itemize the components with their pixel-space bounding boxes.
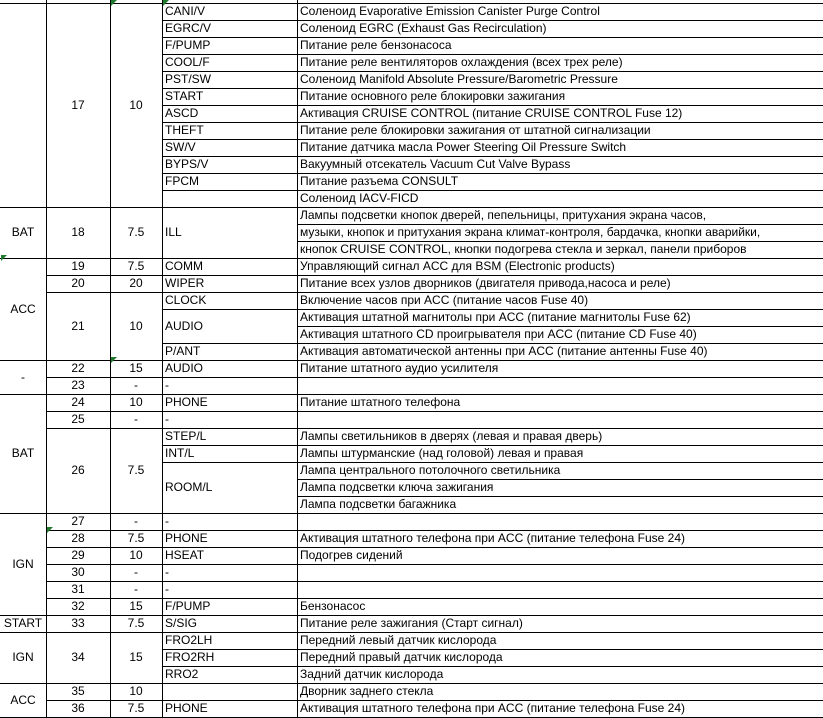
description-cell: Активация штатного CD проигрывателя при ACC (питание CD Fuse 40) bbox=[300, 327, 697, 341]
circuit-code-cell bbox=[162, 683, 297, 700]
row-divider bbox=[297, 241, 823, 242]
row-divider bbox=[297, 683, 823, 684]
circuit-code-cell: P/ANT bbox=[165, 344, 201, 358]
description-cell: Дворник заднего стекла bbox=[300, 684, 434, 698]
description-cell: Соленоид EGRC (Exhaust Gas Recirculation) bbox=[300, 21, 547, 35]
description-cell: Питание реле бензонасоса bbox=[300, 38, 452, 52]
row-divider bbox=[297, 394, 823, 395]
row-divider bbox=[162, 275, 297, 276]
amperage-cell: 10 bbox=[129, 548, 143, 562]
circuit-code-cell: INT/L bbox=[165, 446, 195, 460]
row-divider bbox=[297, 462, 823, 463]
amperage-cell: 15 bbox=[129, 361, 143, 375]
row-divider bbox=[297, 666, 823, 667]
row-divider bbox=[46, 207, 162, 208]
description-cell bbox=[297, 513, 823, 530]
fuse-number-cell: 33 bbox=[71, 616, 85, 630]
circuit-code-cell: FRO2RH bbox=[165, 650, 215, 664]
circuit-code-cell: - bbox=[165, 514, 169, 528]
row-divider bbox=[162, 581, 297, 582]
column-divider bbox=[162, 0, 163, 717]
row-divider bbox=[297, 479, 823, 480]
fuse-number-cell: 34 bbox=[71, 650, 85, 664]
fuse-number-cell: 30 bbox=[71, 565, 85, 579]
description-cell: Вакуумный отсекатель Vacuum Cut Valve Bypass bbox=[300, 157, 571, 171]
fuse-number-cell: 20 bbox=[71, 276, 85, 290]
row-divider bbox=[46, 360, 162, 361]
row-divider bbox=[46, 394, 162, 395]
row-divider bbox=[297, 496, 823, 497]
description-cell: Бензонасос bbox=[300, 599, 366, 613]
row-divider bbox=[297, 564, 823, 565]
row-divider bbox=[297, 207, 823, 208]
description-cell: Питание разъема CONSULT bbox=[300, 174, 459, 188]
row-divider bbox=[162, 105, 297, 106]
row-divider bbox=[297, 122, 823, 123]
circuit-code-cell: FPCM bbox=[165, 174, 199, 188]
row-divider bbox=[162, 190, 297, 191]
amperage-cell: 7.5 bbox=[127, 701, 145, 715]
row-divider bbox=[46, 530, 162, 531]
circuit-code-cell: PHONE bbox=[165, 531, 208, 545]
row-divider bbox=[297, 88, 823, 89]
circuit-code-cell: SW/V bbox=[165, 140, 196, 154]
row-divider bbox=[162, 462, 297, 463]
amperage-cell: - bbox=[134, 514, 138, 528]
circuit-code-cell: EGRC/V bbox=[165, 21, 212, 35]
row-divider bbox=[0, 632, 46, 633]
row-divider bbox=[46, 564, 162, 565]
row-divider bbox=[297, 360, 823, 361]
description-cell: Лампа подсветки багажника bbox=[300, 497, 457, 511]
description-cell: Питание реле блокировки зажигания от штатной сигнализации bbox=[300, 123, 651, 137]
row-divider bbox=[162, 700, 297, 701]
circuit-code-cell: BYPS/V bbox=[165, 157, 209, 171]
description-cell: кнопок CRUISE CONTROL, кнопки подогрева стекла и зеркал, панели приборов bbox=[300, 242, 747, 256]
row-divider bbox=[162, 632, 297, 633]
fuse-number-cell: 28 bbox=[71, 531, 85, 545]
row-divider bbox=[46, 683, 162, 684]
row-divider bbox=[297, 445, 823, 446]
circuit-code-cell: FRO2LH bbox=[165, 633, 213, 647]
fuse-number-cell: 32 bbox=[71, 599, 85, 613]
row-divider bbox=[0, 513, 46, 514]
description-cell: Активация штатного телефона при ACC (питание телефона Fuse 24) bbox=[300, 701, 686, 715]
fuse-number-cell: 25 bbox=[71, 412, 85, 426]
row-divider bbox=[297, 190, 823, 191]
row-divider bbox=[46, 513, 162, 514]
row-divider bbox=[46, 547, 162, 548]
description-cell: Активация штатного телефона при ACC (питание телефона Fuse 24) bbox=[300, 531, 686, 545]
row-divider bbox=[162, 683, 297, 684]
power-source-cell: IGN bbox=[12, 556, 34, 571]
row-divider bbox=[46, 598, 162, 599]
circuit-code-cell: COOL/F bbox=[165, 55, 210, 69]
description-cell: Лампы светильников в дверях (левая и правая дверь) bbox=[300, 429, 603, 443]
circuit-code-cell: PHONE bbox=[165, 395, 208, 409]
power-source-cell: IGN bbox=[12, 650, 34, 664]
amperage-cell: 15 bbox=[129, 599, 143, 613]
row-divider bbox=[297, 530, 823, 531]
row-divider bbox=[46, 275, 162, 276]
description-cell: Активация штатной магнитолы при ACC (питание магнитолы Fuse 62) bbox=[300, 310, 691, 324]
description-cell bbox=[297, 581, 823, 598]
row-divider bbox=[162, 649, 297, 650]
fuse-number-cell: 17 bbox=[71, 97, 85, 112]
amperage-cell: 7.5 bbox=[127, 616, 145, 630]
circuit-code-cell: F/PUMP bbox=[165, 599, 211, 613]
row-divider bbox=[297, 37, 823, 38]
row-divider bbox=[0, 683, 46, 684]
circuit-code-cell: HSEAT bbox=[165, 548, 205, 562]
amperage-cell: 10 bbox=[129, 684, 143, 698]
row-divider bbox=[162, 3, 297, 4]
row-divider bbox=[297, 581, 823, 582]
row-divider bbox=[297, 71, 823, 72]
amperage-cell: 7.5 bbox=[127, 259, 145, 273]
circuit-code-cell: CLOCK bbox=[165, 293, 207, 307]
row-divider bbox=[297, 156, 823, 157]
circuit-code-cell: AUDIO bbox=[165, 318, 204, 333]
row-divider bbox=[297, 292, 823, 293]
circuit-code-cell: F/PUMP bbox=[165, 38, 211, 52]
fuse-number-cell: 18 bbox=[71, 225, 85, 239]
amperage-cell: 10 bbox=[129, 318, 143, 333]
row-divider bbox=[162, 598, 297, 599]
row-divider bbox=[162, 173, 297, 174]
row-divider bbox=[297, 309, 823, 310]
row-divider bbox=[297, 224, 823, 225]
description-cell: Лампы подсветки кнопок дверей, пепельницы, притухания экрана часов, bbox=[300, 208, 707, 222]
row-divider bbox=[46, 615, 162, 616]
circuit-code-cell: PHONE bbox=[165, 701, 208, 715]
row-divider bbox=[162, 54, 297, 55]
circuit-code-cell: COMM bbox=[165, 259, 203, 273]
circuit-code-cell bbox=[162, 190, 297, 207]
description-cell: музыки, кнопок и притухания экрана климат-контроля, бардачка, кнопки аварийки, bbox=[300, 225, 761, 239]
row-divider bbox=[297, 632, 823, 633]
description-cell: Лампы штурманские (над головой) левая и правая bbox=[300, 446, 584, 460]
amperage-cell: 7.5 bbox=[127, 463, 145, 477]
amperage-cell: 15 bbox=[129, 650, 143, 664]
row-divider bbox=[297, 598, 823, 599]
power-source-cell: ACC bbox=[10, 692, 36, 707]
description-cell: Управляющий сигнал ACC для BSM (Electronic products) bbox=[300, 259, 615, 273]
row-divider bbox=[297, 649, 823, 650]
row-divider bbox=[162, 394, 297, 395]
circuit-code-cell: - bbox=[165, 378, 169, 392]
row-divider bbox=[162, 156, 297, 157]
row-divider bbox=[46, 428, 162, 429]
power-source-cell: START bbox=[3, 616, 43, 630]
power-source-cell: BAT bbox=[11, 225, 35, 239]
row-divider bbox=[297, 513, 823, 514]
fuse-number-cell: 26 bbox=[71, 463, 85, 477]
row-divider bbox=[162, 309, 297, 310]
circuit-code-cell: RRO2 bbox=[165, 667, 199, 681]
circuit-code-cell: START bbox=[165, 89, 204, 103]
row-divider bbox=[162, 377, 297, 378]
description-cell: Соленоид Manifold Absolute Pressure/Barometric Pressure bbox=[300, 72, 618, 86]
row-divider bbox=[297, 411, 823, 412]
fuse-number-cell: 27 bbox=[71, 514, 85, 528]
row-divider bbox=[162, 360, 297, 361]
description-cell: Передний левый датчик кислорода bbox=[300, 633, 497, 647]
row-divider bbox=[297, 20, 823, 21]
description-cell: Лампа подсветки ключа зажигания bbox=[300, 480, 494, 494]
circuit-code-cell: PST/SW bbox=[165, 72, 212, 86]
circuit-code-cell: THEFT bbox=[165, 123, 204, 137]
column-divider bbox=[46, 0, 47, 717]
row-divider bbox=[297, 615, 823, 616]
row-divider bbox=[46, 3, 162, 4]
fuse-number-cell: 22 bbox=[71, 361, 85, 375]
circuit-code-cell: ILL bbox=[165, 225, 182, 239]
row-divider bbox=[297, 3, 823, 4]
row-divider bbox=[297, 275, 823, 276]
description-cell bbox=[297, 377, 823, 394]
description-cell: Питание всех узлов дворников (двигателя привода,насоса и реле) bbox=[300, 276, 671, 290]
row-divider bbox=[46, 581, 162, 582]
row-divider bbox=[162, 71, 297, 72]
row-divider bbox=[297, 139, 823, 140]
power-source-cell: - bbox=[21, 369, 25, 384]
row-divider bbox=[162, 666, 297, 667]
fuse-number-cell: 31 bbox=[71, 582, 85, 596]
description-cell: Активация CRUISE CONTROL (питание CRUISE CONTROL Fuse 12) bbox=[300, 106, 683, 120]
power-source-cell: ACC bbox=[10, 301, 36, 316]
description-cell: Лампа центрального потолочного светильника bbox=[300, 463, 561, 477]
row-divider bbox=[162, 615, 297, 616]
description-cell: Питание основного реле блокировки зажигания bbox=[300, 89, 566, 103]
row-divider bbox=[162, 139, 297, 140]
amperage-cell: 10 bbox=[129, 97, 143, 112]
row-divider bbox=[162, 530, 297, 531]
description-cell: Подогрев сидений bbox=[300, 548, 403, 562]
circuit-code-cell: S/SIG bbox=[165, 616, 198, 630]
row-divider bbox=[162, 292, 297, 293]
amperage-cell: - bbox=[134, 378, 138, 392]
row-divider bbox=[297, 173, 823, 174]
comment-marker-icon bbox=[111, 357, 117, 363]
description-cell: Питание реле зажигания (Старт сигнал) bbox=[300, 616, 523, 630]
amperage-cell: - bbox=[134, 565, 138, 579]
fuse-number-cell: 23 bbox=[71, 378, 85, 392]
comment-marker-icon bbox=[1, 255, 7, 261]
description-cell: Питание датчика масла Power Steering Oil Pressure Switch bbox=[300, 140, 627, 154]
fuse-number-cell: 29 bbox=[71, 548, 85, 562]
row-divider bbox=[0, 615, 46, 616]
row-divider bbox=[297, 105, 823, 106]
description-cell: Питание штатного аудио усилителя bbox=[300, 361, 499, 375]
circuit-code-cell: - bbox=[165, 412, 169, 426]
circuit-code-cell: - bbox=[165, 565, 169, 579]
description-cell: Соленоид Evaporative Emission Canister Purge Control bbox=[300, 4, 600, 18]
row-divider bbox=[162, 428, 297, 429]
row-divider bbox=[162, 20, 297, 21]
row-divider bbox=[46, 411, 162, 412]
fuse-number-cell: 21 bbox=[71, 318, 85, 333]
row-divider bbox=[162, 88, 297, 89]
row-divider bbox=[46, 377, 162, 378]
power-source-cell: BAT bbox=[11, 446, 35, 460]
circuit-code-cell: STEP/L bbox=[165, 429, 207, 443]
circuit-code-cell: WIPER bbox=[165, 276, 205, 290]
description-cell: Задний датчик кислорода bbox=[300, 667, 444, 681]
row-divider bbox=[0, 360, 46, 361]
description-cell bbox=[297, 564, 823, 581]
row-divider bbox=[162, 513, 297, 514]
circuit-code-cell: CANI/V bbox=[165, 4, 206, 18]
description-cell: Передний правый датчик кислорода bbox=[300, 650, 503, 664]
row-divider bbox=[162, 445, 297, 446]
description-cell: Соленоид IACV-FICD bbox=[300, 191, 419, 205]
row-divider bbox=[297, 343, 823, 344]
description-cell: Питание реле вентиляторов охлаждения (всех трех реле) bbox=[300, 55, 623, 69]
fuse-number-cell: 36 bbox=[71, 701, 85, 715]
row-divider bbox=[162, 547, 297, 548]
circuit-code-cell: ASCD bbox=[165, 106, 199, 120]
amperage-cell: 7.5 bbox=[127, 531, 145, 545]
description-cell: Включение часов при ACC (питание часов Fuse 40) bbox=[300, 293, 589, 307]
comment-marker-icon bbox=[111, 0, 117, 6]
row-divider bbox=[297, 54, 823, 55]
column-divider bbox=[297, 0, 298, 717]
row-divider bbox=[297, 428, 823, 429]
circuit-code-cell: AUDIO bbox=[165, 361, 204, 375]
row-divider bbox=[162, 207, 297, 208]
description-cell: Активация автоматической антенны при ACC (питание антенны Fuse 40) bbox=[300, 344, 708, 358]
row-divider bbox=[162, 343, 297, 344]
amperage-cell: 10 bbox=[129, 395, 143, 409]
amperage-cell: - bbox=[134, 582, 138, 596]
row-divider bbox=[297, 377, 823, 378]
row-divider bbox=[297, 258, 823, 259]
row-divider bbox=[46, 292, 162, 293]
description-cell: Питание штатного телефона bbox=[300, 395, 461, 409]
row-divider bbox=[0, 207, 46, 208]
row-divider bbox=[297, 547, 823, 548]
circuit-code-cell: ROOM/L bbox=[165, 480, 213, 494]
row-divider bbox=[162, 122, 297, 123]
fuse-number-cell: 35 bbox=[71, 684, 85, 698]
description-cell bbox=[297, 411, 823, 428]
fuse-number-cell: 24 bbox=[71, 395, 85, 409]
row-divider bbox=[162, 37, 297, 38]
row-divider bbox=[46, 258, 162, 259]
amperage-cell: 20 bbox=[129, 276, 143, 290]
amperage-cell: 7.5 bbox=[127, 225, 145, 239]
comment-marker-icon bbox=[163, 0, 169, 6]
row-divider bbox=[297, 326, 823, 327]
fuse-number-cell: 19 bbox=[71, 259, 85, 273]
row-divider bbox=[162, 258, 297, 259]
row-divider bbox=[46, 700, 162, 701]
row-divider bbox=[0, 394, 46, 395]
amperage-cell: - bbox=[134, 412, 138, 426]
comment-marker-icon bbox=[47, 527, 53, 533]
row-divider bbox=[162, 564, 297, 565]
circuit-code-cell: - bbox=[165, 582, 169, 596]
row-divider bbox=[162, 411, 297, 412]
row-divider bbox=[46, 632, 162, 633]
row-divider bbox=[297, 700, 823, 701]
row-divider bbox=[0, 3, 46, 4]
